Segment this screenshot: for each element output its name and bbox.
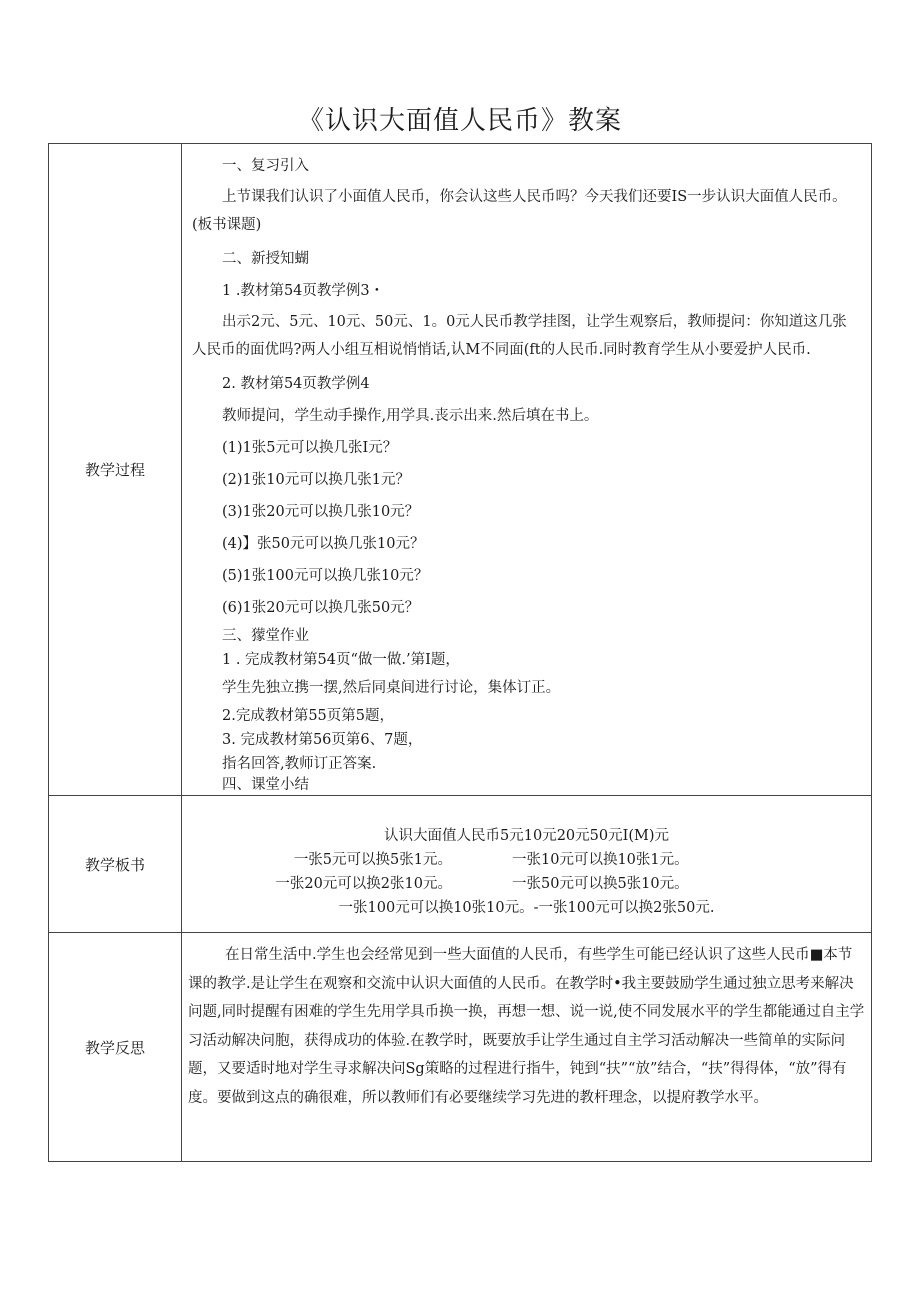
board-line-left: 一张5元可以换5张1元。: [293, 852, 452, 868]
process-line: (1)1张5元可以换几张I元？: [222, 440, 398, 456]
page-title: 《认识大面值人民币》教案: [297, 106, 622, 136]
process-content: [182, 144, 872, 796]
reflection-text: 在日常生活中.学生也会经常见到一些大面值的人民币，有些学生可能已经认识了这些人民币■本节课的教学.是让学生在观察和交流中认识大面值的人民币。在教学时•我主要鼓励学生通过独立思考来解决问题,同时提醒有困难的学生先用学具币换一换，再想一想、说一说,使不同发展水平的学生都能通过自主学习活动解决问胞，获得成功的体验.在教学时，既要放手让学生通过自主学习活动解决一些简单的实际问题，又要适时地对学生寻求解决问Sg策略的过程进行指牛，钝到“扶”“放”结合，“扶”得得体，“放”得有度。要做到这点的确很难，所以教师们有必要继续学习先进的教杆理念，以提府教学水平。: [188, 947, 865, 1106]
process-line: (4)】张50元可以换几张10元？: [222, 536, 425, 552]
board-line: [182, 872, 871, 896]
process-line: 3. 完成教材第56页第6、7题，: [222, 732, 423, 748]
process-line: 2. 教材第54页教学例4: [222, 376, 370, 392]
process-line: 三、獴堂作业: [222, 628, 309, 644]
process-line: (2)1张10元可以换几张1元？: [222, 472, 410, 488]
process-line: (6)1张20元可以换几张50元？: [222, 600, 420, 616]
lesson-plan-table: [48, 143, 872, 1162]
board-content: [182, 796, 872, 933]
board-line: [182, 848, 871, 872]
board-heading: 认识大面值人民币5元10元20元50元I(M)元: [384, 828, 669, 844]
table-row-board: [49, 796, 872, 933]
process-line: 1 .教材第54页教学例3・: [222, 283, 385, 299]
process-line: 教师提问，学生动手操作,用学具.丧示出来.然后填在书上。: [222, 408, 599, 424]
process-line: (5)1张100元可以换几张10元？: [222, 568, 429, 584]
board-line: 一张100元可以换10张10元。-一张100元可以换2张50元.: [338, 900, 715, 916]
board-line-right: 一张50元可以换5张10元。: [512, 876, 689, 892]
reflection-content: [182, 933, 872, 1162]
process-line: 指名回答,教师订正答案.: [222, 756, 377, 772]
board-line-right: 一张10元可以换10张1元。: [512, 852, 689, 868]
row-label-process: 教学过程: [49, 144, 182, 796]
process-line: 1 . 完成教材第54页“做一做.’第I题，: [222, 652, 460, 668]
process-line: (3)1张20元可以换几张10元？: [222, 504, 420, 520]
board-line-left: 一张20元可以换2张10元。: [275, 876, 452, 892]
process-line: 学生先独立携一摆,然后同桌间进行讨论，集体订正。: [222, 680, 561, 696]
table-row-process: [49, 144, 872, 796]
row-label-board: 教学板书: [49, 796, 182, 933]
process-line: 上节课我们认识了小面值人民币，你会认这些人民币吗？今天我们还要IS一步认识大面值人民币。(板书课题): [192, 189, 847, 233]
process-line: 一、复习引入: [222, 158, 309, 174]
process-line: 二、新授知蝴: [222, 251, 309, 267]
process-line: 四、课堂小结: [222, 777, 309, 793]
row-label-reflection: 教学反思: [49, 933, 182, 1162]
process-line: 2.完成教材第55页第5题，: [222, 708, 395, 724]
table-row-reflection: [49, 933, 872, 1162]
process-line: 出示2元、5元、10元、50元、1。0元人民币教学挂图，让学生观察后，教师提问：你知道这几张人民币的面优吗?两人小组互相说悄悄话,认M不同面(ft的人民币.同时教育学生从小要爱护人民币.: [192, 314, 847, 358]
